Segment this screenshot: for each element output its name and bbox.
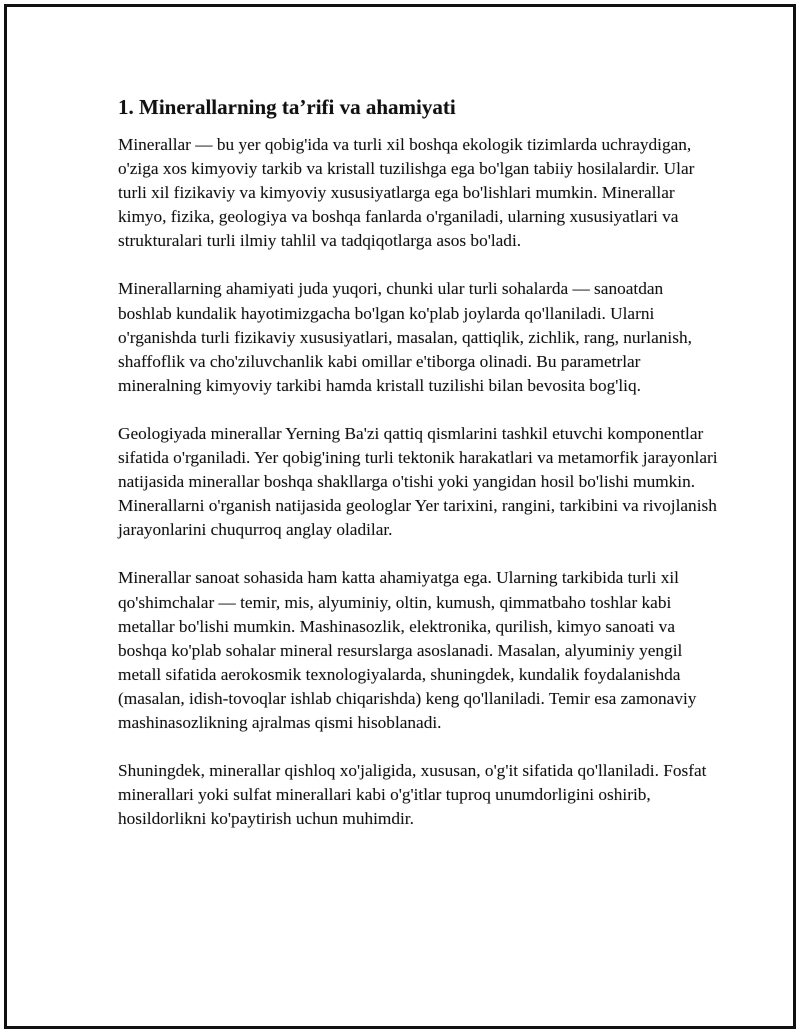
section-heading: 1. Minerallarning ta’rifi va ahamiyati: [118, 95, 456, 119]
paragraph-agriculture: Shuningdek, minerallar qishloq xo'jaligida, xususan, o'g'it sifatida qo'llaniladi. Fosfat minerallari yoki sulfat minerallari kabi o'g'itlar tuproq unumdorligini oshirib, hosildorlikni ko'paytirish uchun muhimdir.: [118, 761, 707, 829]
paragraph-importance: Minerallarning ahamiyati juda yuqori, chunki ular turli sohalarda — sanoatdan boshlab kundalik hayotimizgacha bo'lgan ko'plab joylarda qo'llaniladi. Ularni o'rganishda turli fizikaviy xususiyatlari, masalan, qattiqlik, zichlik, rang, nurlanish, shaffoflik va cho'ziluvchanlik kabi omillar e'tiborga olinadi. Bu parametrlar mineralning kimyoviy tarkibi hamda kristall tuzilishi bilan bevosita bog'liq.: [118, 279, 692, 395]
document-body: [118, 94, 718, 855]
paragraph-industry: Minerallar sanoat sohasida ham katta ahamiyatga ega. Ularning tarkibida turli xil qo'shimchalar — temir, mis, alyuminiy, oltin, kumush, qimmatbaho toshlar kabi metallar bo'lishi mumkin. Mashinasozlik, elektronika, qurilish, kimyo sanoati va boshqa ko'plab sohalar mineral resurslarga asoslanadi. Masalan, alyuminiy yengil metall sifatida aerokosmik texnologiyalarda, shuningdek, kundalik foydalanishda (masalan, idish-tovoqlar ishlab chiqarishda) keng qo'llaniladi. Temir esa zamonaviy mashinasozlikning ajralmas qismi hisoblanadi.: [118, 568, 697, 732]
paragraph-definition: Minerallar — bu yer qobig'ida va turli xil boshqa ekologik tizimlarda uchraydigan, o'ziga xos kimyoviy tarkib va kristall tuzilishga ega bo'lgan tabiiy hosilalardir. Ular turli xil fizikaviy va kimyoviy xususiyatlarga ega bo'lishlari mumkin. Minerallar kimyo, fizika, geologiya va boshqa fanlarda o'rganiladi, ularning xususiyatlari va strukturalari turli ilmiy tahlil va tadqiqotlarga asos bo'ladi.: [118, 135, 695, 251]
paragraph-geology: Geologiyada minerallar Yerning Ba'zi qattiq qismlarini tashkil etuvchi komponentlar sifatida o'rganiladi. Yer qobig'ining turli tektonik harakatlari va metamorfik jarayonlari natijasida minerallar boshqa shakllarga o'tishi yoki yangidan hosil bo'lishi mumkin. Minerallarni o'rganish natijasida geologlar Yer tarixini, rangini, tarkibini va rivojlanish jarayonlarini chuqurroq anglay oladilar.: [118, 423, 718, 540]
